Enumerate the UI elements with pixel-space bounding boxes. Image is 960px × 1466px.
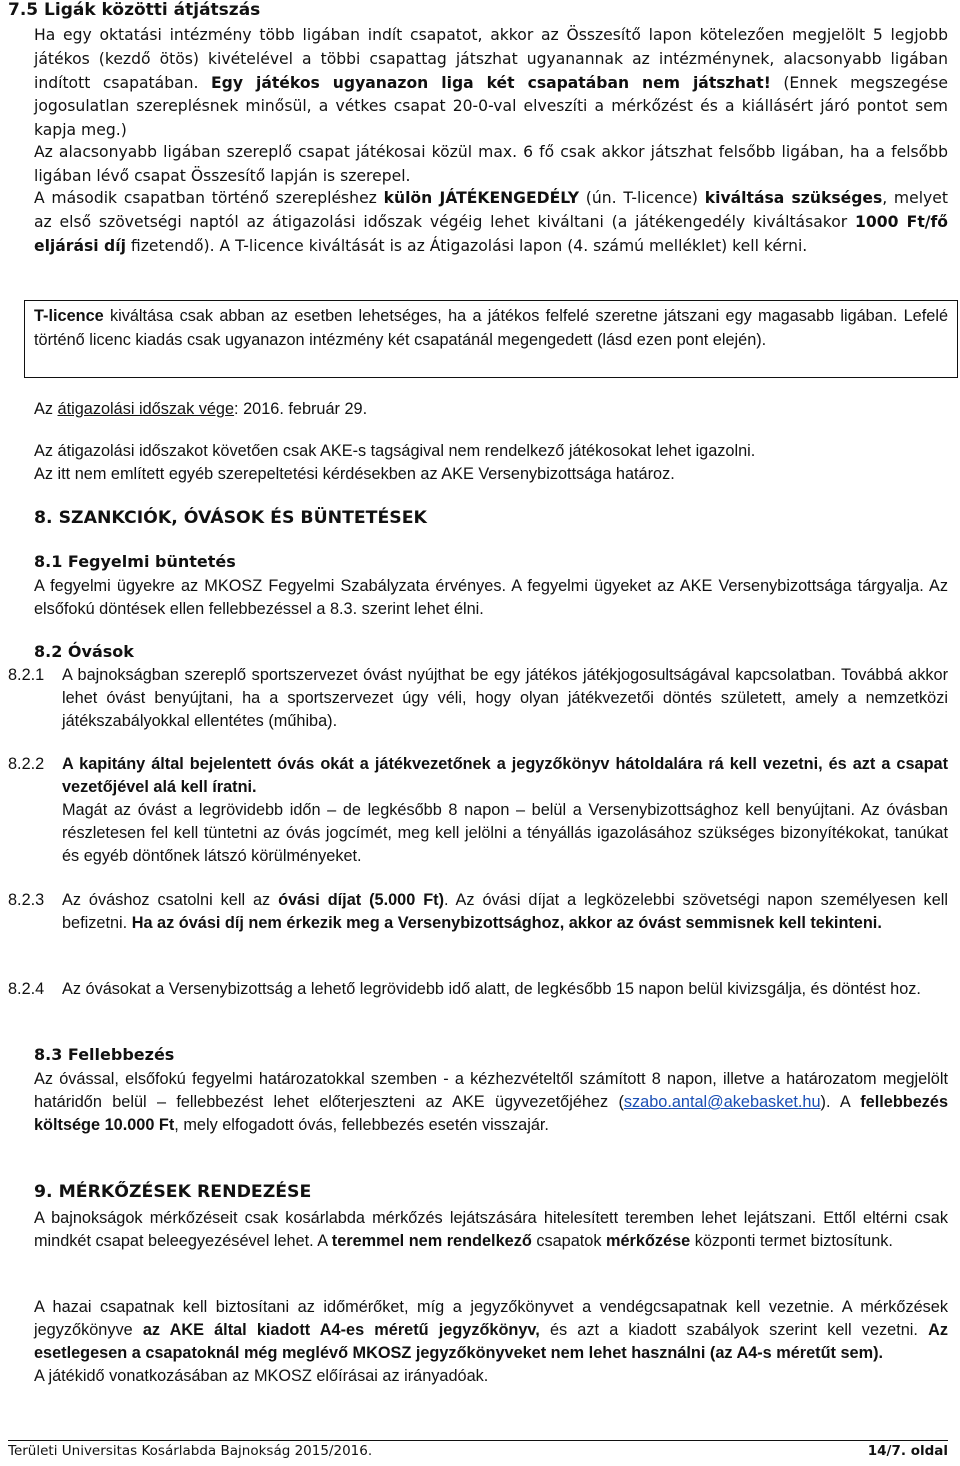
section-7-5-paragraph-3 xyxy=(34,187,948,258)
heading-text: 7.5 Ligák közötti átjátszás xyxy=(8,0,261,20)
transfer-prefix: Az xyxy=(34,400,54,418)
section-8-2-3 xyxy=(8,889,948,935)
paragraph-bold-text: Az esetlegesen a csapatoknál még meglévő MKOSZ jegyzőkönyveket nem lehet használni (az A4-s méretűt sem). xyxy=(34,1321,948,1362)
paragraph-text: csapatok xyxy=(536,1232,602,1250)
paragraph-text: , mely elfogadott óvás, fellebbezés esetén visszajár. xyxy=(174,1116,549,1134)
notice-text: kiváltása csak abban az esetben lehetséges, ha a játékos felfelé szeretne játszani egy magasabb ligában. Lefelé történő licenc kiadás csak ugyanazon intézmény két csapatánál megengedett (lásd ezen pont elején). xyxy=(34,307,948,349)
item-number: 8.2.3 xyxy=(8,891,45,909)
notice-bold-text: T-licence xyxy=(34,307,104,325)
paragraph-text: és azt a kiadott szabályok szerint kell vezetni. xyxy=(549,1321,918,1339)
paragraph-bold-text: mérkőzése xyxy=(606,1232,691,1250)
item-number: 8.2.1 xyxy=(8,666,45,684)
paragraph-text: A játékidő vonatkozásában az MKOSZ előírásai az irányadóak. xyxy=(34,1367,489,1385)
section-7-5-heading xyxy=(8,0,922,20)
section-9-paragraph-2 xyxy=(34,1296,948,1388)
paragraph-text: központi termet biztosítunk. xyxy=(694,1232,893,1250)
heading-text: 9. MÉRKŐZÉSEK RENDEZÉSE xyxy=(34,1182,312,1202)
paragraph-bold-text: az AKE által kiadott A4-es méretű jegyzőkönyv, xyxy=(142,1321,540,1339)
paragraph-bold-text: külön JÁTÉKENGEDÉLY xyxy=(383,189,580,207)
item-text: Az óvásokat a Versenybizottság a lehető legrövidebb idő alatt, de legkésőbb 15 napon belül kivizsgálja, és döntést hoz. xyxy=(62,980,921,998)
section-8-1-heading xyxy=(34,552,948,571)
section-8-3-text xyxy=(34,1068,948,1137)
t-licence-notice-text xyxy=(34,305,948,352)
transfer-date: : 2016. február 29. xyxy=(234,400,368,418)
paragraph-text: A hazai csapatnak kell biztosítani az időmérőket, míg a jegyzőkönyvet a vendégcsapatnak kell vezetnie. A mérkőzések jegyzőkönyve xyxy=(34,1298,948,1339)
transfer-note-1: Az átigazolási időszakot követően csak AKE-s tagságival nem rendelkező játékosokat lehet igazolni. xyxy=(34,442,756,460)
page-number: 14/7. oldal xyxy=(867,1443,948,1459)
paragraph-text: fizetendő). A T-licence kiváltását is az Átigazolási lapon (4. számú melléklet) kell kérni. xyxy=(130,236,808,255)
paragraph-bold-text: kiváltása szükséges xyxy=(704,189,883,207)
paragraph-text: Az alacsonyabb ligában szereplő csapat játékosai közül max. 6 fő csak akkor játszhat felsőbb ligában, ha a felsőbb ligában lévő csapat Összesítő lapján is szerepel. xyxy=(34,143,948,185)
heading-text: 8.2 Óvások xyxy=(34,642,134,661)
email-link[interactable]: szabo.antal@akebasket.hu xyxy=(623,1093,821,1111)
section-7-5-paragraph-2 xyxy=(34,141,948,189)
paragraph-bold-text: 1000 Ft/fő eljárási díj xyxy=(34,212,948,255)
transfer-note-2: Az itt nem említett egyéb szerepeltetési kérdésekben az AKE Versenybizottsága határoz. xyxy=(34,465,675,483)
heading-text: 8. SZANKCIÓK, ÓVÁSOK ÉS BÜNTETÉSEK xyxy=(34,508,427,528)
section-8-2-4 xyxy=(8,978,948,1001)
paragraph-text: A bajnokságok mérkőzéseit csak kosárlabda mérkőzés lejátszására hitelesített teremben lehet lejátszani. Ettől eltérni csak mindkét csapat beleegyezésével lehet. A xyxy=(34,1209,948,1250)
paragraph-text: A fegyelmi ügyekre az MKOSZ Fegyelmi Szabályzata érvényes. A fegyelmi ügyeket az AKE Versenybizottsága tárgyalja. Az elsőfokú döntések ellen fellebbezéssel a 8.3. szerint lehet élni. xyxy=(34,577,948,618)
transfer-period-link-text: átigazolási időszak vége xyxy=(57,400,235,418)
paragraph-text: Az óvással, elsőfokú fegyelmi határozatokkal szemben - a kézhezvételtől számított 8 napon, illetve a határozatom megjelölt határidőn belül – fellebbezést lehet előterjeszteni az AKE ügyvezetőjéhez ( xyxy=(34,1070,948,1111)
page-footer xyxy=(8,1440,948,1459)
section-8-3-heading xyxy=(34,1045,948,1064)
transfer-notes xyxy=(34,440,948,486)
item-text: Az óváshoz csatolni kell az xyxy=(62,891,271,909)
paragraph-text: A második csapatban történő szerepléshez xyxy=(34,189,377,207)
item-bold-text: Ha az óvási díj nem érkezik meg a Versenybizottsághoz, akkor az óvást semmisnek kell tekinteni. xyxy=(131,914,882,932)
item-text-container xyxy=(62,753,948,868)
item-text-container xyxy=(62,889,948,935)
paragraph-text: (ún. T-licence) xyxy=(585,189,699,207)
section-8-heading xyxy=(34,508,948,528)
item-number: 8.2.4 xyxy=(8,980,45,998)
heading-text: 8.3 Fellebbezés xyxy=(34,1045,175,1064)
section-8-2-heading xyxy=(34,642,948,661)
item-bold-text: A kapitány által bejelentett óvás okát a játékvezetőnek a jegyzőkönyv hátoldalára rá kell vezetni, és azt a csapat vezetőjével alá kell íratni. xyxy=(62,755,948,796)
transfer-period-end xyxy=(34,398,948,421)
footer-title: Területi Universitas Kosárlabda Bajnokság 2015/2016. xyxy=(8,1443,373,1459)
paragraph-text: (Ennek megszegése jogosulatlan szereplésnek minősül, a vétkes csapat 20-0-val elveszíti a mérkőzést és a kiállásért járó pontot sem kapja meg.) xyxy=(34,73,948,140)
section-8-2-1 xyxy=(8,664,948,733)
section-8-2-2 xyxy=(8,753,948,868)
paragraph-text: ). A xyxy=(820,1093,850,1111)
paragraph-bold-text: teremmel nem rendelkező xyxy=(331,1232,532,1250)
paragraph-bold-text: Egy játékos ugyanazon liga két csapatában nem játszhat! xyxy=(211,73,771,92)
item-text: Magát az óvást a legrövidebb időn – de legkésőbb 8 napon – belül a Versenybizottsághoz kell benyújtani. Az óvásban részletesen fel kell tüntetni az óvás jogcímét, meg kell jelölni a tényállás igazolásához szükséges bizonyítékokat, tanúkat és egyéb döntőnek látszó körülményeket. xyxy=(62,801,948,865)
paragraph-text: , melyet az első szövetségi naptól az átigazolási időszak végéig lehet kiváltani (a játékengedély kiváltásakor xyxy=(34,189,948,231)
paragraph-bold-text: fellebbezés költsége 10.000 Ft xyxy=(34,1093,949,1134)
section-8-1-text xyxy=(34,575,948,621)
item-text: A bajnokságban szereplő sportszervezet óvást nyújthat be egy játékos játékjogosultságával kapcsolatban. Továbbá akkor lehet óvást benyújtani, ha a sportszervezet úgy véli, hogy olyan játékvezetői döntés született, amely a nemzetközi játékszabályokkal ellentétes (műhiba). xyxy=(62,666,948,730)
item-number: 8.2.2 xyxy=(8,755,45,773)
section-9-heading xyxy=(34,1182,948,1202)
section-7-5-paragraph-1 xyxy=(34,24,948,143)
item-text: . Az óvási díjat a legközelebbi szövetségi napon személyesen kell befizetni. xyxy=(62,891,948,932)
section-9-paragraph-1 xyxy=(34,1207,948,1253)
heading-text: 8.1 Fegyelmi büntetés xyxy=(34,552,236,571)
item-bold-text: óvási díjat (5.000 Ft) xyxy=(278,891,444,909)
paragraph-text: Ha egy oktatási intézmény több ligában indít csapatot, akkor az Összesítő lapon kötelezően megjelölt 5 legjobb játékos (kezdő ötös) kivételével a többi csapattag játszhat ugyanannak az intézménynek, alacsonyabb ligában indított csapatában. xyxy=(34,26,948,92)
